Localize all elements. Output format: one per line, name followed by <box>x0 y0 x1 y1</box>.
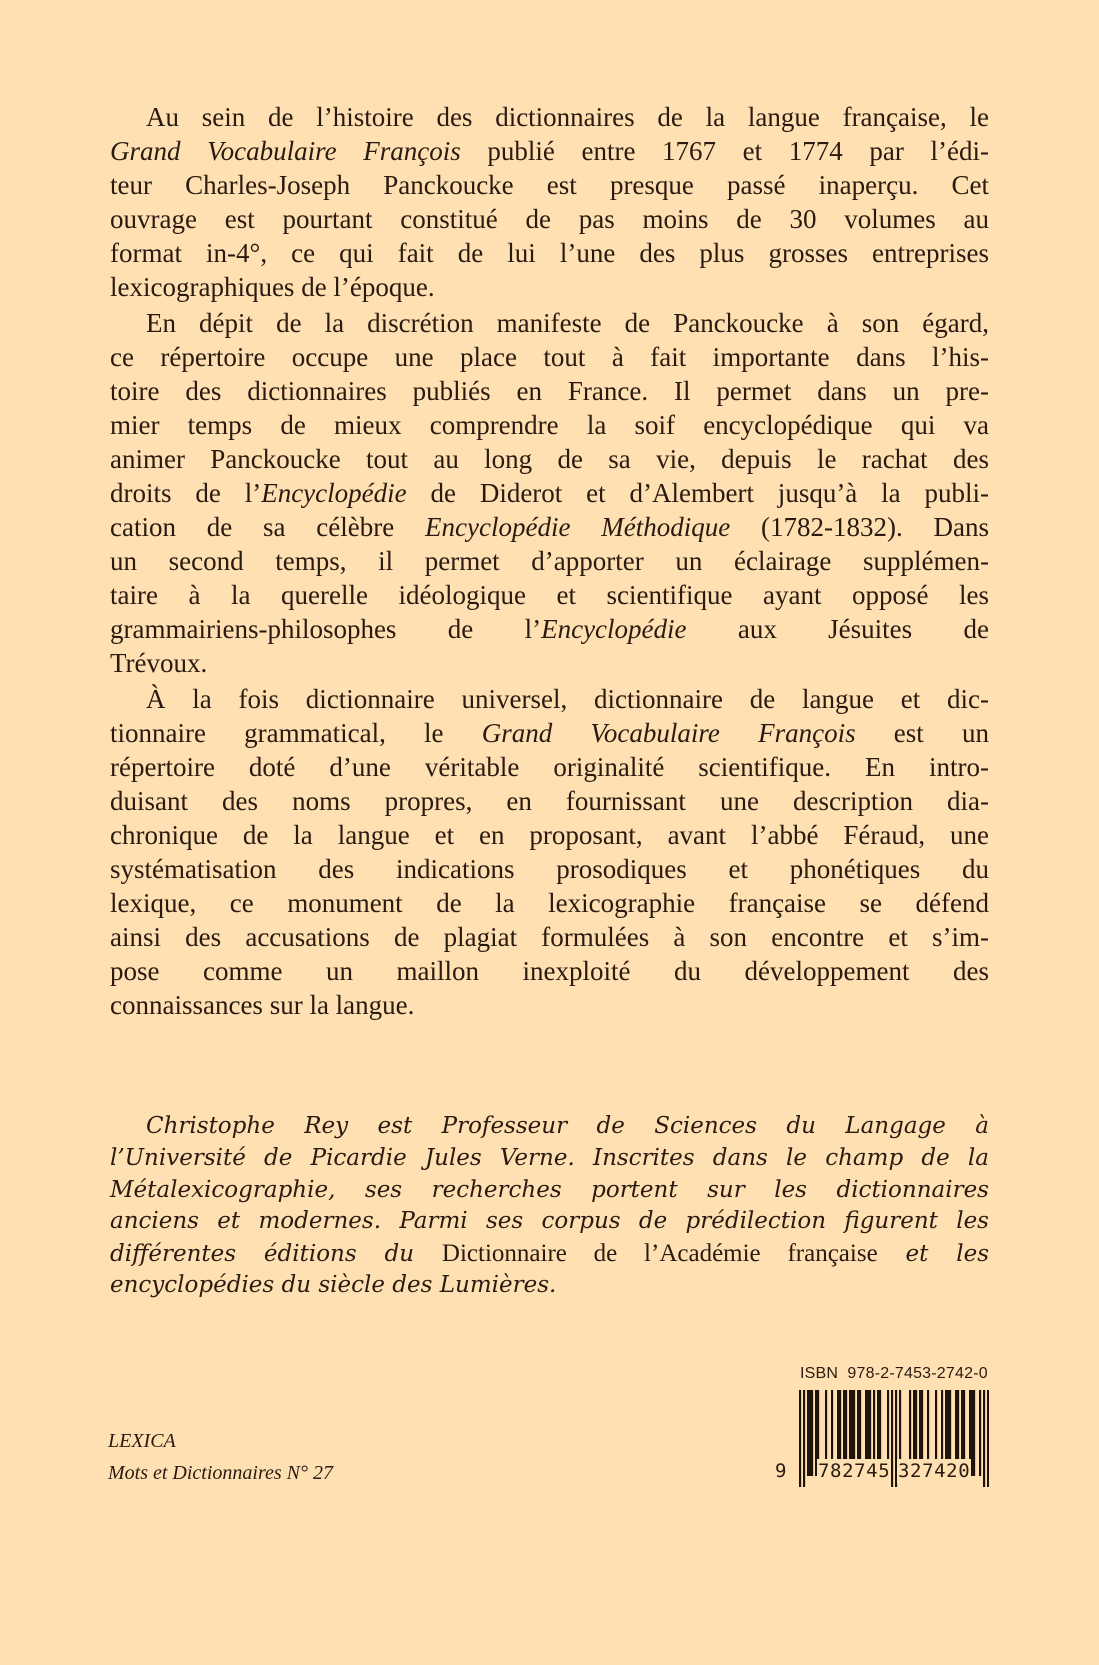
isbn-barcode-block <box>775 1363 1005 1503</box>
text-line <box>110 886 989 920</box>
text-line <box>110 374 989 408</box>
text-line <box>110 202 989 236</box>
text-line <box>110 408 989 442</box>
text-line <box>110 784 989 818</box>
text-segment: lexique, ce monument de la lexicographie française se défend <box>110 888 989 918</box>
text-line <box>110 988 989 1022</box>
text-line <box>110 612 989 646</box>
text-line <box>110 716 989 750</box>
text-segment: ainsi des accusations de plagiat formulées à son encontre et s’im- <box>110 922 989 952</box>
text-segment: Au sein de l’histoire des dictionnaires de la langue française, le <box>146 102 989 132</box>
text-segment: duisant des noms propres, en fournissant une description dia- <box>110 786 989 816</box>
paragraph <box>110 306 989 680</box>
series-info <box>108 1425 333 1489</box>
text-line <box>110 270 989 304</box>
text-line <box>110 646 989 680</box>
italic-title: Encyclopédie Méthodique <box>425 512 731 542</box>
text-segment: est un <box>855 718 989 748</box>
italic-title: Encyclopédie <box>261 478 407 508</box>
text-segment: connaissances sur la langue. <box>110 990 415 1020</box>
text-line <box>110 954 989 988</box>
series-subtitle: Mots et Dictionnaires N° 27 <box>108 1462 334 1484</box>
text-line <box>110 750 989 784</box>
italic-title: Grand Vocabulaire François <box>110 136 461 166</box>
text-segment: répertoire doté d’une véritable originalité scientifique. En intro- <box>110 752 989 782</box>
bio-segment: différentes éditions du <box>110 1241 442 1268</box>
text-segment: systématisation des indications prosodiques et phonétiques du <box>110 854 989 884</box>
text-line <box>110 682 989 716</box>
text-segment: taire à la querelle idéologique et scientifique ayant opposé les <box>110 580 989 610</box>
text-segment: ce répertoire occupe une place tout à fait importante dans l’his- <box>110 342 989 372</box>
paragraph <box>110 682 989 1022</box>
italic-title: Encyclopédie <box>541 614 687 644</box>
text-line <box>110 544 989 578</box>
bio-line <box>110 1270 989 1302</box>
bio-line <box>110 1111 989 1143</box>
text-segment: animer Panckoucke tout au long de sa vie, depuis le rachat des <box>110 444 989 474</box>
barcode-left-digits: 782745 <box>818 1460 891 1482</box>
text-segment: droits de l’ <box>110 478 262 508</box>
text-segment: ouvrage est pourtant constitué de pas moins de 30 volumes au <box>110 204 989 234</box>
text-segment: toire des dictionnaires publiés en France. Il permet dans un pre- <box>110 376 989 406</box>
text-line <box>110 340 989 374</box>
bio-segment: encyclopédies du siècle des Lumières. <box>110 1271 557 1298</box>
bio-segment: Métalexicographie, ses recherches portent sur les dictionnaires <box>110 1176 989 1203</box>
text-line <box>110 100 989 134</box>
text-segment: format in-4°, ce qui fait de lui l’une des plus grosses entreprises <box>110 238 989 268</box>
text-segment: À la fois dictionnaire universel, dictionnaire de langue et dic- <box>146 684 989 714</box>
barcode-first-digit: 9 <box>775 1460 787 1482</box>
bio-segment: l’Université de Picardie Jules Verne. Inscrites dans le champ de la <box>110 1144 989 1171</box>
text-segment: de Diderot et d’Alembert jusqu’à la publi- <box>406 478 989 508</box>
text-segment: (1782-1832). Dans <box>730 512 989 542</box>
text-line <box>110 920 989 954</box>
bio-segment: Christophe Rey est Professeur de Sciences du Langage à <box>146 1113 989 1139</box>
series-name: LEXICA <box>108 1430 176 1452</box>
bio-line <box>110 1175 989 1207</box>
text-line <box>110 476 989 510</box>
bio-line <box>110 1206 989 1238</box>
text-segment: grammairiens-philosophes de l’ <box>110 614 542 644</box>
barcode-right-digits: 327420 <box>898 1460 971 1482</box>
text-segment: chronique de la langue et en proposant, avant l’abbé Féraud, une <box>110 820 989 850</box>
text-line <box>110 578 989 612</box>
bio-line <box>110 1238 989 1270</box>
blurb-text <box>110 100 989 1024</box>
bio-segment: et les <box>877 1241 990 1268</box>
isbn-label: ISBN 978-2-7453-2742-0 <box>800 1365 988 1382</box>
text-line <box>110 510 989 544</box>
text-segment: Trévoux. <box>110 648 208 678</box>
text-segment: pose comme un maillon inexploité du développement des <box>110 956 989 986</box>
italic-title: Grand Vocabulaire François <box>481 718 856 748</box>
text-segment: publié entre 1767 et 1774 par l’édi- <box>460 136 989 166</box>
text-line <box>110 168 989 202</box>
text-segment: un second temps, il permet d’apporter un éclairage supplémen- <box>110 546 989 576</box>
text-line <box>110 852 989 886</box>
text-segment: cation de sa célèbre <box>110 512 426 542</box>
text-segment: En dépit de la discrétion manifeste de Panckoucke à son égard, <box>146 308 989 338</box>
author-bio <box>110 1111 989 1302</box>
bio-segment: anciens et modernes. Parmi ses corpus de prédilection figurent les <box>110 1208 989 1235</box>
text-segment: lexicographiques de l’époque. <box>110 272 435 302</box>
text-segment: aux Jésuites de <box>686 614 989 644</box>
text-line <box>110 442 989 476</box>
paragraph <box>110 100 989 304</box>
bio-line <box>110 1143 989 1175</box>
text-line <box>110 818 989 852</box>
text-line <box>110 236 989 270</box>
barcode-digits <box>775 1459 1005 1483</box>
upright-title: Dictionnaire de l’Académie française <box>441 1240 878 1268</box>
text-segment: mier temps de mieux comprendre la soif encyclopédique qui va <box>110 410 989 440</box>
text-line <box>110 134 989 168</box>
text-segment: teur Charles-Joseph Panckoucke est presque passé inaperçu. Cet <box>110 170 989 200</box>
text-segment: tionnaire grammatical, le <box>110 718 482 748</box>
text-line <box>110 306 989 340</box>
